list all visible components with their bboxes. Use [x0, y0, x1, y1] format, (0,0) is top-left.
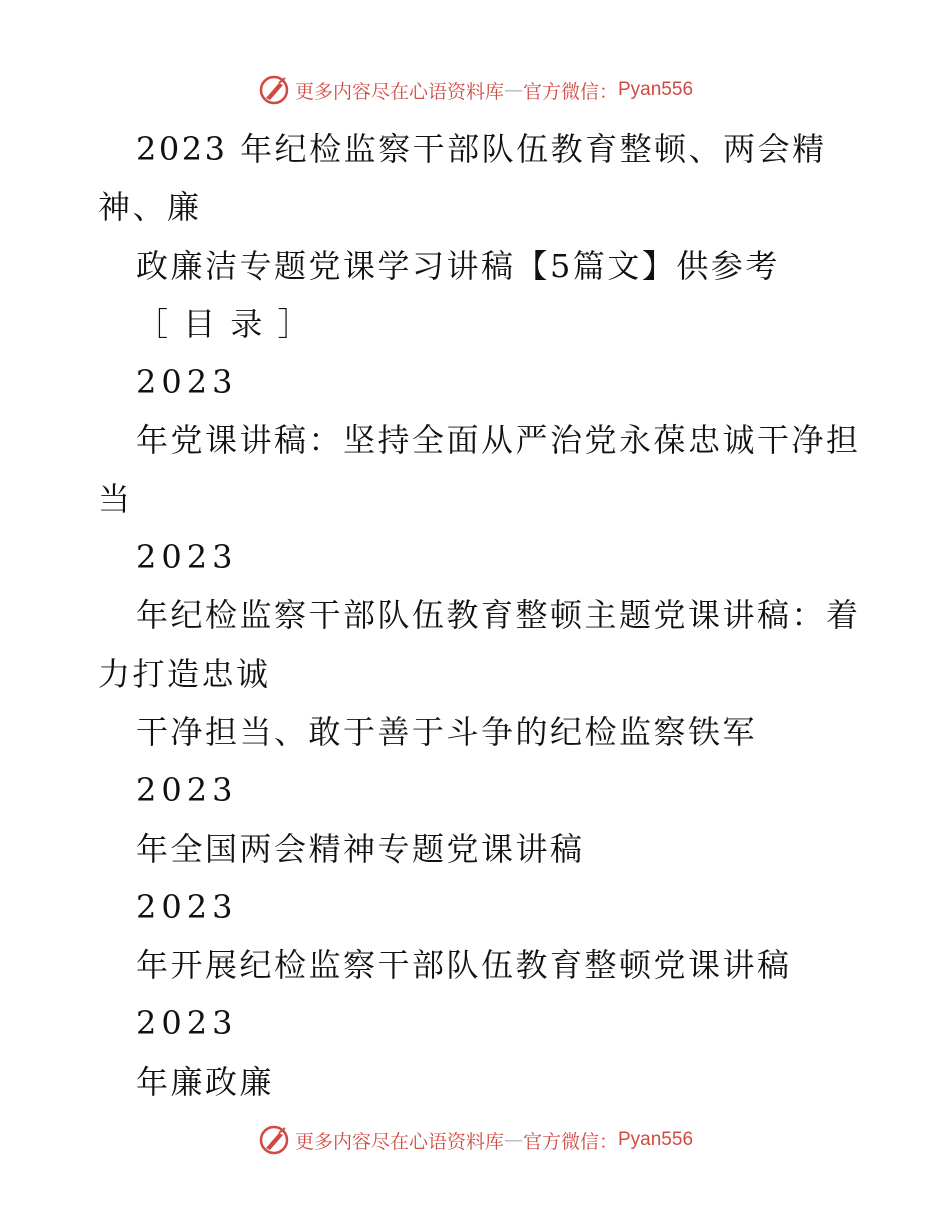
watermark-wechat-label: 官方微信： [522, 1130, 618, 1153]
toc-item-2-cont-2: 干净担当、敢于善于斗争的纪检监察铁军 [136, 712, 758, 751]
quill-pen-logo-icon [257, 73, 291, 107]
watermark-site-text: 更多内容尽在心语资料库 [294, 1130, 504, 1153]
watermark-wechat-id: Pyan556 [618, 79, 694, 100]
toc-year-5: 2023 [136, 1004, 238, 1043]
toc-item-2: 年纪检监察干部队伍教育整顿主题党课讲稿：着 [136, 596, 861, 635]
toc-item-1-cont: 当 [98, 479, 133, 518]
document-body [98, 120, 861, 1111]
watermark-separator: — [503, 1129, 523, 1151]
toc-item-5: 年廉政廉 [136, 1062, 275, 1101]
toc-year-2: 2023 [136, 538, 238, 577]
watermark-wechat-id: Pyan556 [618, 1129, 694, 1150]
toc-item-3: 年全国两会精神专题党课讲稿 [136, 829, 585, 868]
title-line-1: 2023 年纪检监察干部队伍教育整顿、两会精 [136, 130, 827, 168]
title-line-3: 政廉洁专题党课学习讲稿【5篇文】供参考 [136, 246, 780, 285]
toc-year-1: 2023 [136, 363, 238, 402]
title-line-2: 神、廉 [98, 188, 202, 227]
toc-heading: ［ 目 录 ］ [136, 304, 313, 343]
quill-pen-logo-icon [257, 1123, 291, 1157]
toc-item-2-cont: 力打造忠诚 [98, 654, 271, 693]
watermark-banner-bottom [0, 1120, 950, 1160]
toc-year-3: 2023 [136, 771, 238, 810]
toc-item-4: 年开展纪检监察干部队伍教育整顿党课讲稿 [136, 946, 792, 985]
watermark-site-text: 更多内容尽在心语资料库 [294, 80, 504, 103]
watermark-separator: — [503, 79, 523, 101]
toc-year-4: 2023 [136, 887, 238, 926]
watermark-banner-top [0, 70, 950, 110]
toc-item-1: 年党课讲稿：坚持全面从严治党永葆忠诚干净担 [136, 421, 861, 460]
watermark-wechat-label: 官方微信： [522, 80, 618, 103]
